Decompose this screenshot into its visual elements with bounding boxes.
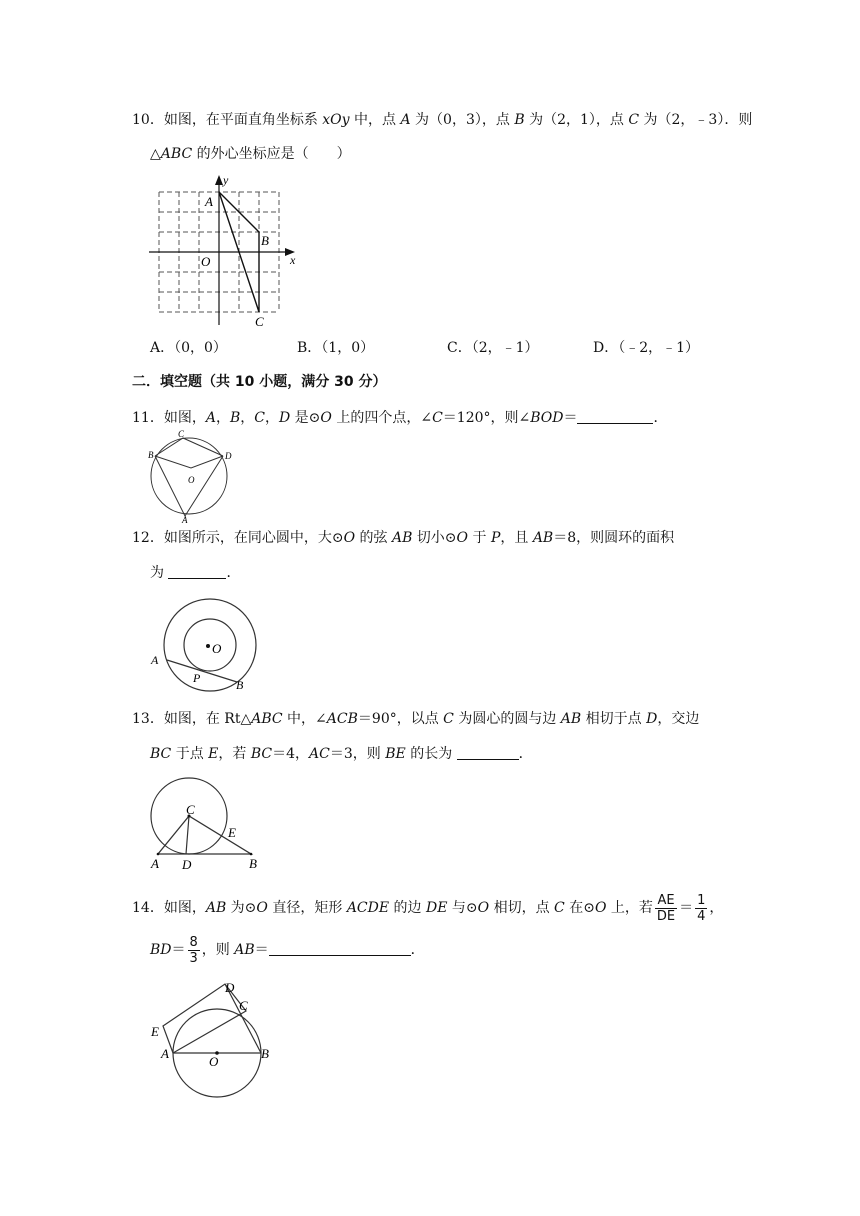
label-a: A [205, 194, 213, 209]
answer-blank[interactable] [457, 745, 519, 760]
text: C [443, 711, 454, 727]
numerator: 8 [189, 934, 198, 950]
label-a: A [151, 856, 159, 871]
text: ，且 [500, 530, 533, 546]
text: 如图，在 Rt△ [163, 711, 252, 727]
text: P [490, 530, 501, 546]
q11-circle-figure [145, 428, 245, 523]
q12-line2 [150, 563, 240, 583]
label-c: C [239, 998, 248, 1013]
answer-blank[interactable] [577, 409, 653, 424]
text: 切小⊙ [412, 530, 457, 546]
text: ． [410, 942, 425, 958]
q12-concentric-figure [145, 595, 270, 695]
text: ． [518, 746, 533, 762]
text: 是⊙ [290, 410, 321, 426]
text: 为（2，﹣3）．则 [639, 112, 753, 128]
q11-line1 [132, 408, 667, 428]
triangle-abc [158, 816, 251, 854]
text: D [646, 711, 658, 727]
text: O [477, 900, 490, 916]
text: ， [215, 410, 230, 426]
text: ACDE [346, 900, 390, 916]
numerator: AE [657, 892, 675, 908]
text: ＝ [171, 942, 186, 958]
label-x: x [290, 253, 296, 267]
text: 相切于点 [581, 711, 647, 727]
text: 上的四个点，∠ [331, 410, 433, 426]
label-a: A [182, 515, 188, 523]
radius-cd [186, 816, 189, 854]
text: A [205, 410, 216, 426]
question-number: 11． [132, 410, 164, 426]
y-arrow [215, 175, 223, 185]
question-number: 13． [132, 711, 164, 727]
text: AB [532, 530, 554, 546]
label-o: O [212, 641, 222, 656]
text: △ [150, 146, 161, 162]
text: 如图，在平面直角坐标系 [163, 112, 323, 128]
label-b: B [261, 233, 269, 248]
label-o: O [201, 254, 211, 269]
text: 为圆心的圆与边 [453, 711, 561, 727]
numerator: 1 [697, 892, 706, 908]
text: 为（0，3），点 [410, 112, 515, 128]
text: 的边 [389, 900, 426, 916]
text: ACB [326, 711, 358, 727]
question-number: 12． [132, 530, 164, 546]
text: 为（2，1），点 [524, 112, 629, 128]
text: ＝90°，以点 [357, 711, 444, 727]
label-y: y [223, 173, 229, 187]
q10-line1 [132, 110, 752, 130]
text: 为 [150, 565, 169, 581]
label-b: B [236, 678, 244, 692]
text: 与⊙ [447, 900, 478, 916]
text: 上，若 [606, 900, 653, 916]
text: 中，点 [349, 112, 401, 128]
question-number: 14． [132, 900, 164, 916]
text: xOy [322, 112, 350, 128]
text: ＝3，则 [329, 746, 386, 762]
label-e: E [151, 1024, 159, 1039]
option-c[interactable]: C．（2，﹣1） [447, 340, 539, 356]
text: BC [150, 746, 172, 762]
question-number: 10． [132, 112, 164, 128]
q12-line1 [132, 528, 674, 548]
text: 直径，矩形 [267, 900, 347, 916]
text: 的弦 [355, 530, 392, 546]
label-a: A [151, 653, 159, 667]
label-b: B [261, 1046, 269, 1061]
text: ， [264, 410, 279, 426]
text: AB [205, 900, 227, 916]
section-heading: 二．填空题（共 10 小题，满分 30 分） [132, 374, 387, 390]
text: 如图， [163, 410, 206, 426]
q14-line2 [150, 930, 425, 970]
text: BC [250, 746, 273, 762]
label-c: C [178, 429, 185, 439]
label-d: D [225, 451, 232, 461]
text: B [229, 410, 241, 426]
text: ＝ [254, 942, 269, 958]
label-a: A [161, 1046, 169, 1061]
text: 为⊙ [226, 900, 257, 916]
text: ABC [251, 711, 283, 727]
text: ABC [160, 146, 193, 162]
text: ，交边 [657, 711, 700, 727]
text: C [432, 410, 443, 426]
text: 于 [468, 530, 491, 546]
text: 如图， [163, 900, 206, 916]
text: ＝8，则圆环的面积 [553, 530, 675, 546]
text: ． [653, 410, 668, 426]
chord-ab [167, 660, 237, 682]
denominator: DE [656, 908, 676, 924]
label-d: D [225, 980, 235, 995]
text: ＝120°，则∠ [442, 410, 531, 426]
text: AC [309, 746, 330, 762]
q13-triangle-circle-figure [145, 772, 270, 872]
text: D [278, 410, 291, 426]
text: 如图所示，在同心圆中，大⊙ [163, 530, 344, 546]
text: AB [560, 711, 582, 727]
fraction-ae-de [655, 893, 677, 924]
q13-line1 [132, 709, 699, 729]
text: E [208, 746, 219, 762]
text: BE [385, 746, 406, 762]
label-e: E [228, 825, 236, 840]
text: C [254, 410, 265, 426]
text: ， [709, 900, 724, 916]
text: AB [391, 530, 413, 546]
text: ，则 [201, 942, 235, 958]
q14-line1 [132, 888, 723, 928]
option-a[interactable]: A．（0，0） [150, 340, 227, 356]
denominator: 4 [697, 908, 706, 924]
text: 相切，点 [489, 900, 555, 916]
denominator: 3 [189, 950, 198, 966]
q10-coordinate-figure [145, 170, 305, 330]
answer-blank[interactable] [269, 941, 411, 956]
text: ＝ [679, 900, 694, 916]
text: ． [226, 565, 241, 581]
label-c: C [186, 802, 195, 817]
fraction-eight-thirds [188, 935, 200, 966]
text: O [343, 530, 356, 546]
text: O [320, 410, 332, 426]
text: ， [240, 410, 255, 426]
text: 的外心坐标应是（ ） [192, 146, 351, 162]
text: C [628, 112, 640, 128]
label-b: B [249, 856, 257, 871]
label-o: O [188, 475, 195, 485]
text: 于点 [171, 746, 209, 762]
text: ＝ [563, 410, 578, 426]
text: O [594, 900, 607, 916]
text: BOD [530, 410, 564, 426]
text: O [256, 900, 268, 916]
option-b[interactable]: B．（1，0） [297, 340, 375, 356]
text: O [456, 530, 469, 546]
text: 中，∠ [282, 711, 327, 727]
label-d: D [182, 857, 192, 872]
text: 在⊙ [564, 900, 595, 916]
q13-line2 [150, 744, 533, 764]
text: C [554, 900, 565, 916]
text: ，若 [218, 746, 251, 762]
text: BD [150, 942, 172, 958]
text: B [514, 112, 525, 128]
label-b: B [148, 450, 154, 460]
text: ＝4， [272, 746, 310, 762]
text: DE [426, 900, 448, 916]
q14-rectangle-circle-figure [145, 978, 285, 1098]
text: 的长为 [405, 746, 457, 762]
label-c: C [255, 314, 264, 329]
text: AB [234, 942, 255, 958]
text: A [400, 112, 411, 128]
label-p: P [193, 671, 201, 685]
q10-line2 [150, 144, 351, 164]
answer-blank[interactable] [168, 564, 226, 579]
fraction-one-quarter [695, 893, 707, 924]
option-d[interactable]: D．（﹣2，﹣1） [593, 340, 700, 356]
label-o: O [209, 1054, 219, 1069]
